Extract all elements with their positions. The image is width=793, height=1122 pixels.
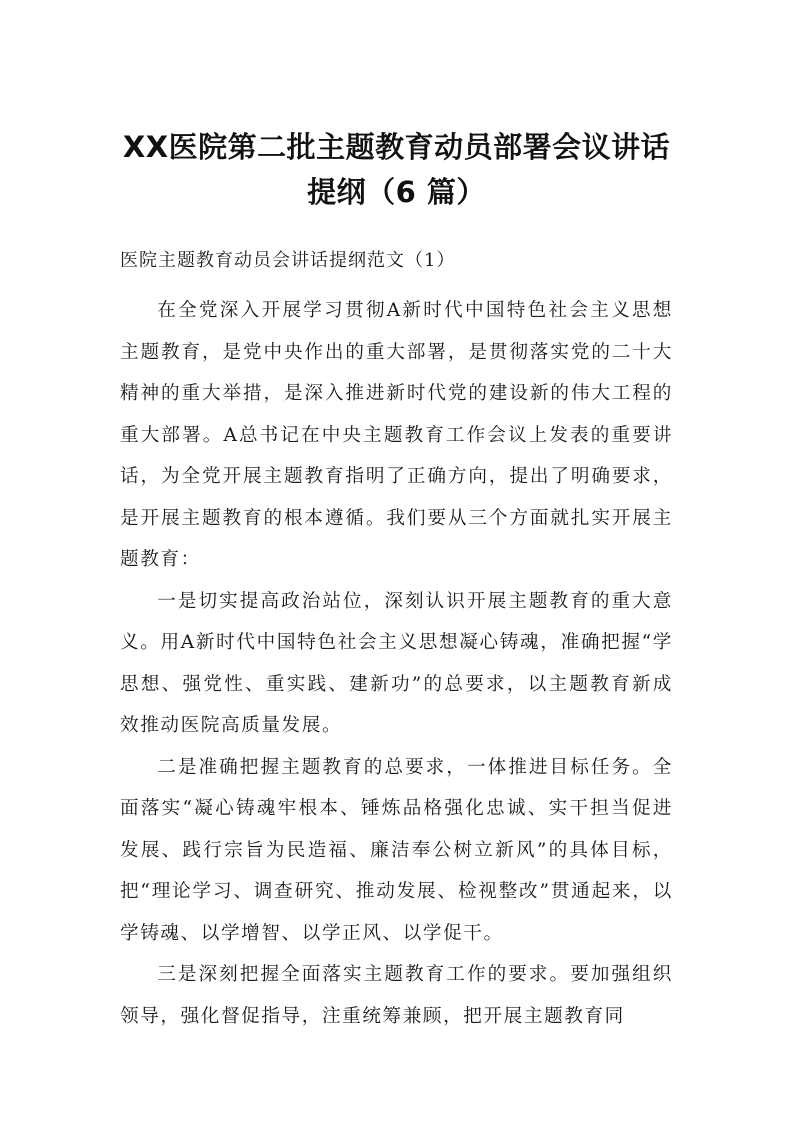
document-title-line-2: 提纲（6 篇） (307, 175, 486, 209)
body-paragraph-4: 三是深刻把握全面落实主题教育工作的要求。要加强组织领导，强化督促指导，注重统筹兼顾，把开展主题教育同 (120, 964, 673, 1027)
document-body (120, 290, 673, 1037)
body-paragraph-2: 一是切实提高政治站位，深刻认识开展主题教育的重大意义。用A新时代中国特色社会主义思想凝心铸魂，准确把握“学思想、强党性、重实践、建新功”的总要求，以主题教育新成效推动医院高质量发展。 (120, 590, 673, 736)
document-title-line-1: XX医院第二批主题教育动员部署会议讲话 (122, 130, 671, 164)
section-heading: 医院主题教育动员会讲话提纲范文（1） (120, 250, 456, 271)
body-paragraph-1: 在全党深入开展学习贯彻A新时代中国特色社会主义思想主题教育，是党中央作出的重大部署，是贯彻落实党的二十大精神的重大举措，是深入推进新时代党的建设新的伟大工程的重大部署。A总书记在中央主题教育工作会议上发表的重要讲话，为全党开展主题教育指明了正确方向，提出了明确要求，是开展主题教育的根本遵循。我们要从三个方面就扎实开展主题教育： (120, 300, 673, 570)
body-paragraph-3: 二是准确把握主题教育的总要求，一体推进目标任务。全面落实“凝心铸魂牢根本、锤炼品格强化忠诚、实干担当促进发展、践行宗旨为民造福、廉洁奉公树立新风”的具体目标，把“理论学习、调查研究、推动发展、检视整改”贯通起来，以学铸魂、以学增智、以学正风、以学促干。 (120, 756, 673, 944)
